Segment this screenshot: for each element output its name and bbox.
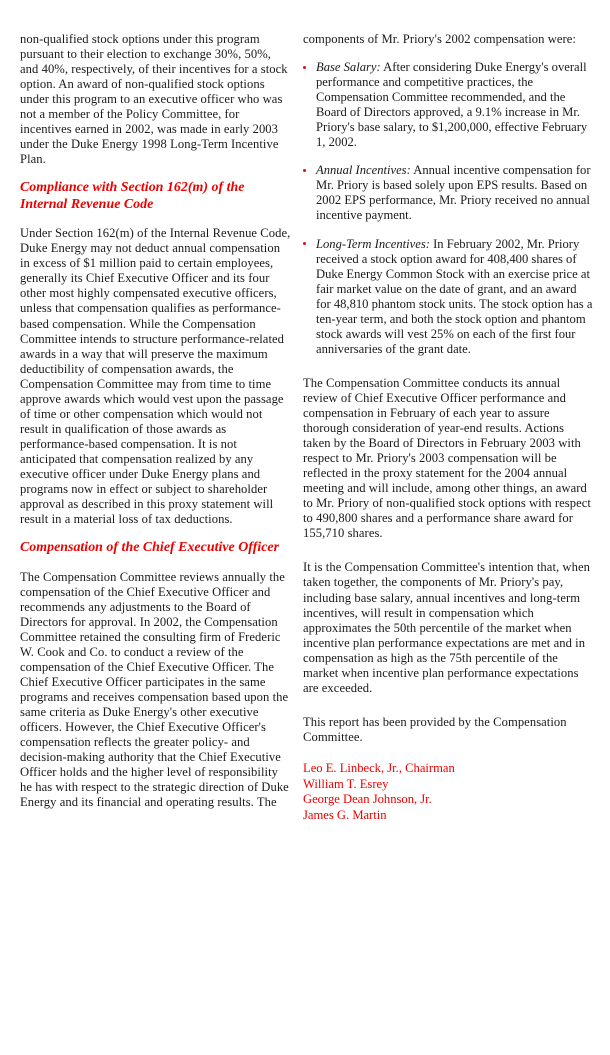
right-column (292, 32, 610, 823)
bullet-point-icon (303, 66, 306, 69)
paragraph-section-162m: Under Section 162(m) of the Internal Revenue Code, Duke Energy may not deduct annual compensation in excess of $1 million paid to certain employees, generally its Chief Executive Officer and its four other most highly compensated executive officers, unless that compensation qualifies as performance-based compensation. While the Compensation Committee intends to structure performance-related awards in a way that will preserve the maximum deductibility of compensation awards, the Compensation Committee may from time to time approve awards which would vest upon the passage of time or other compensation which would not result in qualification of those awards as performance-based compensation. It is not anticipated that compensation realized by any executive officer under Duke Energy plans and programs now in effect or subject to shareholder approval as described in this proxy statement will result in a material loss of tax deductions. (20, 226, 291, 527)
paragraph-report-provided: This report has been provided by the Compensation Committee. (303, 714, 567, 744)
heading-compensation-of-ceo: Compensation of the Chief Executive Officer (20, 540, 280, 556)
bullet-body-text: Annual incentive compensation for Mr. Priory is based solely upon EPS results. Based on 2002 EPS performance, Mr. Priory received no annual incentive payment. (316, 163, 591, 223)
heading-compliance-section-162m: Compliance with Section 162(m) of the Internal Revenue Code (20, 180, 245, 212)
bullet-lead-in-label: Long-Term Incentives: (316, 236, 430, 251)
list-item (303, 163, 593, 223)
paragraph-committee-intention: It is the Compensation Committee's intention that, when taken together, the components of Mr. Priory's pay, including base salary, annual incentives and long-term incentives, will result in compensation which approximates the 50th percentile of the market when incentive plan performance expectations are met and in compensation as high as the 75th percentile of the market when incentive plan performance expectations are exceeded. (303, 560, 590, 695)
bullet-body-text: After considering Duke Energy's overall performance and competitive practices, the Compensation Committee recommended, and the Board of Directors approved, a 9.1% increase in Mr. Priory's base salary, to $1,200,000, effective February 1, 2002. (316, 60, 588, 150)
bullet-point-icon (303, 169, 306, 172)
signature-name-member: George Dean Johnson, Jr. (303, 792, 432, 807)
paragraph-annual-review: The Compensation Committee conducts its annual review of Chief Executive Officer performance and compensation in February of each year to assure thorough consideration of year-end results. Actions taken by the Board of Directors in February 2003 with respect to Mr. Priory's 2003 compensation will be reflected in the proxy statement for the 2004 annual meeting and will include, among other things, an award to Mr. Priory of non-qualified stock options with respect to 490,800 shares and a performance share award for 155,710 shares. (303, 375, 591, 541)
list-item (303, 237, 593, 357)
bullet-body-text: In February 2002, Mr. Priory received a stock option award for 408,400 shares of Duke Energy Common Stock with an exercise price at fair market value on the date of grant, and an award for 48,810 phantom stock units. The stock option has a ten-year term, and both the stock option and phantom stock awards will vest 25% on each of the first four anniversaries of the grant date. (316, 236, 593, 356)
signature-name-chairman: Leo E. Linbeck, Jr., Chairman (303, 760, 455, 775)
two-column-layout (0, 32, 610, 823)
paragraph-compensation-components-intro: components of Mr. Priory's 2002 compensation were: (303, 32, 576, 46)
compensation-components-list (303, 60, 593, 357)
signature-name-member: James G. Martin (303, 807, 387, 822)
left-column (0, 32, 292, 810)
signature-name-member: William T. Esrey (303, 776, 389, 791)
bullet-lead-in-label: Annual Incentives: (316, 163, 411, 178)
bullet-point-icon (303, 242, 306, 245)
paragraph-ceo-compensation: The Compensation Committee reviews annually the compensation of the Chief Executive Officer and recommends any adjustments to the Board of Directors for approval. In 2002, the Compensation Committee retained the consulting firm of Frederic W. Cook and Co. to conduct a review of the compensation of the Chief Executive Officer. The Chief Executive Officer participates in the same programs and receives compensation based upon the same criteria as Duke Energy's other executive officers. However, the Chief Executive Officer's compensation reflects the greater policy- and decision-making authority that the Chief Executive Officer holds and the higher level of responsibility he has with respect to the strategic direction of Duke Energy and its financial and operating results. The (20, 569, 289, 810)
list-item (303, 60, 593, 150)
bullet-lead-in-label: Base Salary: (316, 60, 381, 75)
committee-signature-block (303, 761, 593, 823)
paragraph-continued-stock-options: non-qualified stock options under this program pursuant to their election to exchange 30%, 50%, and 40%, respectively, of their incentives for a stock option. An award of non-qualified stock options under this program to an executive officer who was not a member of the Policy Committee, for incentives earned in 2002, was made in early 2003 under the Duke Energy 1998 Long-Term Incentive Plan. (20, 32, 288, 167)
